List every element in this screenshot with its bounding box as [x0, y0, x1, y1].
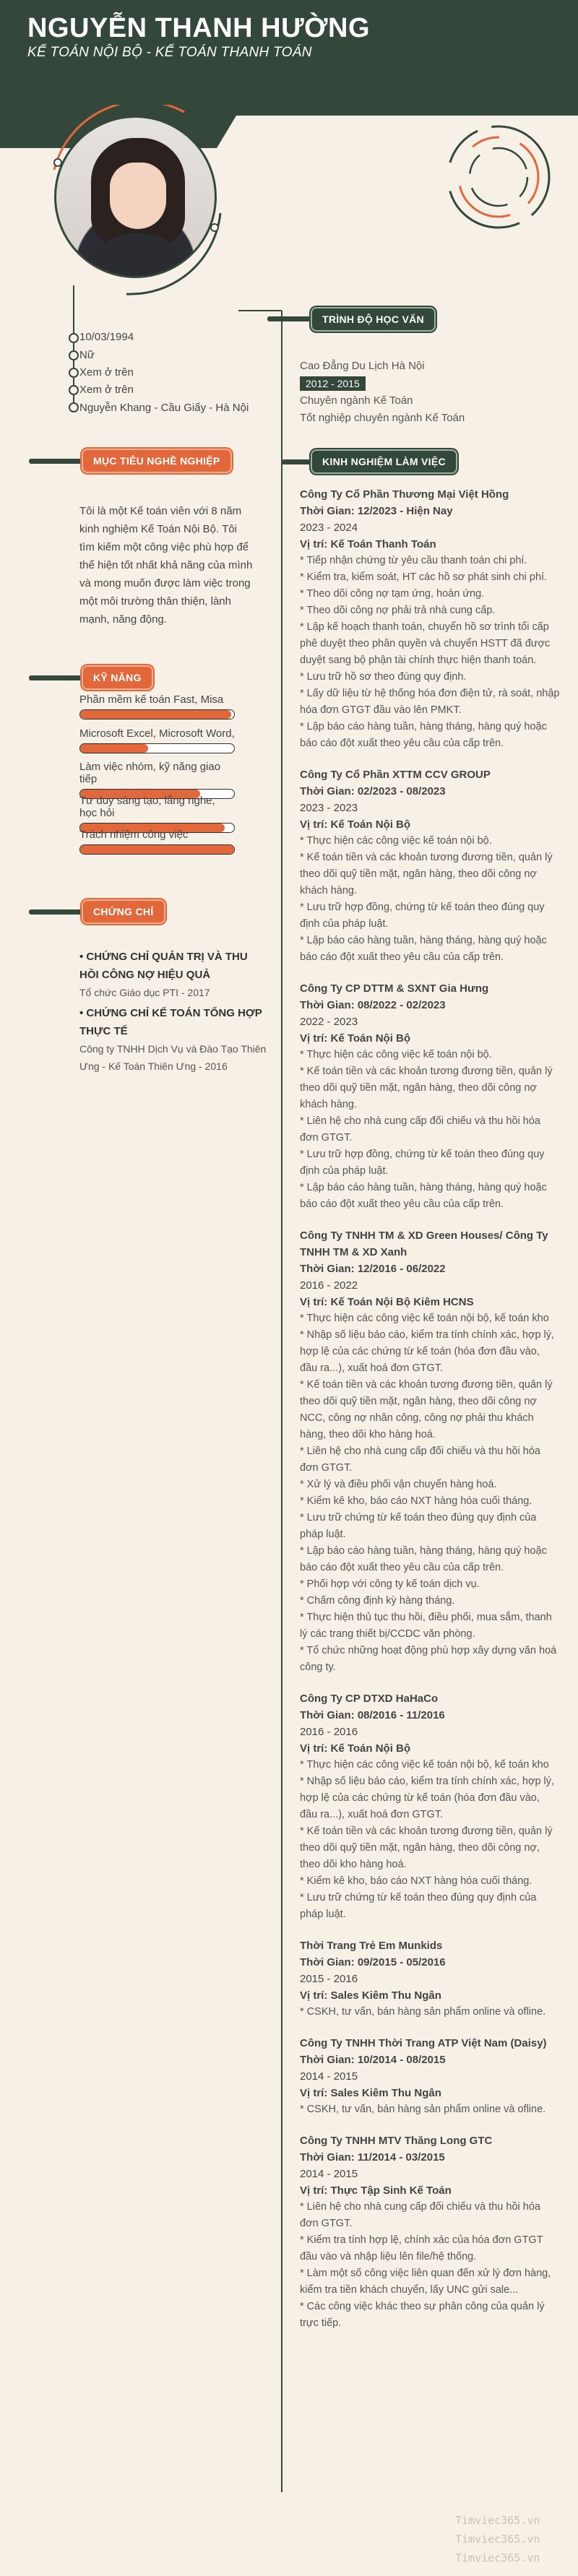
job-company: Thời Trang Trẻ Em Munkids	[300, 1940, 443, 1952]
job-company: Công Ty Cổ Phần XTTM CCV GROUP	[300, 769, 491, 781]
skill-label: Trách nhiệm công việc	[79, 829, 189, 841]
job-duty: * Nhập số liệu báo cáo, kiểm tra tính chính xác, hợp lý, hợp lệ của các chứng từ kế toán (hóa đơn đầu vào, đầu ra...), xuất hoá đơn GTGT.	[300, 1329, 555, 1374]
job-entry	[300, 486, 560, 752]
watermark: Timviec365.vn	[455, 2551, 540, 2564]
job-duty: * Làm một số công việc liên quan đến xử lý đơn hàng, kiểm tra tiền khách chuyển, lấy UNC gửi sale...	[300, 2268, 551, 2296]
job-entry	[300, 2132, 560, 2332]
job-entry	[300, 1227, 560, 1676]
job-duty: * Theo dõi công nợ tạm ứng, hoàn ứng.	[300, 588, 485, 600]
skill-label: Phần mềm kế toán Fast, Misa	[79, 693, 224, 706]
skills-heading: KỸ NĂNG	[82, 665, 153, 690]
gender: Nữ	[79, 349, 95, 361]
job-duty: * Lưu trữ hồ sơ theo đúng quy định.	[300, 671, 467, 683]
job-duty: * Thực hiện các công việc kế toán nội bộ, kế toán kho	[300, 1759, 549, 1771]
job-duty: * Thực hiện các công việc kế toán nội bộ.	[300, 1049, 492, 1060]
job-duty: * Thực hiện các công việc kế toán nội bộ, kế toán kho	[300, 1313, 549, 1324]
skill-item	[79, 829, 235, 855]
job-duty: * Kế toán tiền và các khoản tương đương tiền, quản lý theo dõi quỹ tiền mặt, ngân hàng, theo dõi công nợ khách hàng.	[300, 852, 553, 896]
job-duty: * Lập báo cáo hàng tuần, hàng tháng, hàng quý hoặc báo cáo đột xuất theo yêu cầu của cấp trên.	[300, 1545, 547, 1573]
job-duty: * Theo dõi công nợ phải trả nhà cung cấp.	[300, 605, 496, 616]
job-duty: * Kiểm kê kho, báo cáo NXT hàng hóa cuối tháng.	[300, 1875, 532, 1887]
job-role: Vị trí: Kế Toán Thanh Toán	[300, 538, 436, 550]
job-company: Công Ty TNHH Thời Trang ATP Việt Nam (Daisy)	[300, 2037, 547, 2049]
job-duty: * Lập báo cáo hàng tuần, hàng tháng, hàng quý hoặc báo cáo đột xuất theo yêu cầu của cấp trên.	[300, 935, 547, 963]
skill-item	[79, 693, 235, 719]
job-duty: * Nhập số liệu báo cáo, kiểm tra tính chính xác, hợp lý, hợp lệ của các chứng từ kế toán (hóa đơn đầu vào, đầu ra...), xuất hoá đơn GTGT.	[300, 1776, 555, 1820]
job-duty: * Phối hợp với công ty kế toán dịch vụ.	[300, 1578, 480, 1590]
job-entry	[300, 1937, 560, 2020]
phone: Xem ở trên	[79, 366, 134, 379]
job-duty: * Liên hệ cho nhà cung cấp đối chiếu và thu hồi hóa đơn GTGT.	[300, 1445, 540, 1474]
job-company: Công Ty CP DTTM & SXNT Gia Hưng	[300, 982, 489, 995]
job-time: Thời Gian: 10/2014 - 08/2015	[300, 2054, 446, 2066]
job-role: Vị trí: Kế Toán Nội Bộ Kiêm HCNS	[300, 1296, 474, 1308]
job-entry	[300, 980, 560, 1213]
skill-bar-fill	[80, 845, 234, 854]
education-heading-bar	[267, 316, 311, 321]
address: Nguyễn Khang - Cầu Giấy - Hà Nội	[79, 402, 249, 414]
job-duty: * Lấy dữ liệu từ hệ thống hóa đơn điện tử, rà soát, nhập hóa đơn GTGT đầu vào lên PMKT.	[300, 688, 560, 716]
job-role: Vị trí: Sales Kiêm Thu Ngân	[300, 2087, 441, 2099]
experience-heading: KINH NGHIỆM LÀM VIỆC	[311, 449, 457, 474]
skill-item	[79, 761, 235, 799]
job-years: 2015 - 2016	[300, 1973, 358, 1985]
cert-item	[79, 948, 267, 1001]
job-time: Thời Gian: 02/2023 - 08/2023	[300, 785, 446, 798]
job-duty: * Xử lý và điều phối vận chuyển hàng hoá.	[300, 1479, 497, 1490]
job-role: Vị trí: Thực Tập Sinh Kế Toán	[300, 2184, 452, 2197]
cert-issuer: Tổ chức Giáo dục PTI - 2017	[79, 987, 210, 998]
job-entry	[300, 1690, 560, 1923]
job-entry	[300, 2035, 560, 2118]
job-years: 2023 - 2024	[300, 522, 358, 534]
watermark: Timviec365.vn	[455, 2533, 540, 2546]
email: Xem ở trên	[79, 384, 134, 396]
job-duty: * Tổ chức những hoạt động phù hợp xây dựng văn hoá công ty.	[300, 1645, 557, 1673]
job-years: 2022 - 2023	[300, 1016, 358, 1028]
skill-item	[79, 727, 235, 753]
education-major: Chuyên ngành Kế Toán	[300, 394, 413, 407]
job-duty: * Kế toán tiền và các khoản tương đương tiền, quản lý theo dõi quỹ tiền mặt, ngân hàng, theo dõi công nợ, theo dõi kho hàng hoá.	[300, 1825, 553, 1870]
job-duty: * Liên hệ cho nhà cung cấp đối chiếu và thu hồi hóa đơn GTGT.	[300, 1115, 540, 1144]
skill-bar	[79, 844, 235, 855]
job-duty: * Tiếp nhận chứng từ yêu cầu thanh toán chi phí.	[300, 555, 527, 566]
job-years: 2016 - 2016	[300, 1726, 358, 1738]
job-entry	[300, 766, 560, 966]
job-time: Thời Gian: 12/2023 - Hiện Nay	[300, 505, 453, 517]
job-duty: * Kiểm tra, kiểm soát, HT các hồ sơ phát sinh chi phí.	[300, 571, 548, 583]
job-company: Công Ty TNHH TM & XD Green Houses/ Công Ty TNHH TM & XD Xanh	[300, 1229, 548, 1258]
job-duty: * Lưu trữ hợp đồng, chứng từ kế toán theo đúng quy định của pháp luật.	[300, 1149, 545, 1177]
job-duty: * Lập kế hoạch thanh toán, chuyển hồ sơ trình tổi cấp phê duyệt theo phân quyền và chuyển HSTT đã được duyệt sang bộ phận tài chính thực hiện thanh toán.	[300, 621, 551, 666]
job-role: Vị trí: Kế Toán Nội Bộ	[300, 1032, 411, 1045]
education-school: Cao Đẳng Du Lịch Hà Nội	[300, 360, 425, 372]
job-time: Thời Gian: 11/2014 - 03/2015	[300, 2151, 445, 2164]
job-duty: * Lưu trữ chứng từ kế toán theo đúng quy định của pháp luật.	[300, 1512, 537, 1540]
job-time: Thời Gian: 12/2016 - 06/2022	[300, 1263, 446, 1275]
candidate-title: KẾ TOÁN NỘI BỘ - KẾ TOÁN THANH TOÁN	[27, 45, 312, 60]
job-years: 2016 - 2022	[300, 1279, 358, 1292]
job-duty: * CSKH, tư vấn, bán hàng sản phẩm online và ofline.	[300, 2006, 546, 2018]
job-duty: * Kiểm kê kho, báo cáo NXT hàng hóa cuối tháng.	[300, 1495, 532, 1507]
job-time: Thời Gian: 08/2022 - 02/2023	[300, 999, 446, 1011]
skill-label: Microsoft Excel, Microsoft Word,	[79, 727, 235, 740]
skill-bar	[79, 743, 235, 753]
job-duty: * Kế toán tiền và các khoản tương đương tiền, quản lý theo dõi quỹ tiền mặt, ngân hàng, theo dõi công nợ khách hàng.	[300, 1066, 553, 1110]
job-duty: * Thực hiện các công việc kế toán nội bộ.	[300, 835, 492, 847]
job-company: Công Ty CP DTXD HaHaCo	[300, 1693, 439, 1705]
job-duty: * Kiểm tra tính hợp lệ, chính xác của hóa đơn GTGT đầu vào và nhập liệu lên file/hệ thống.	[300, 2234, 543, 2262]
objective-heading-bar	[29, 459, 83, 464]
certs-heading: CHỨNG CHỈ	[82, 899, 165, 924]
job-duty: * Liên hệ cho nhà cung cấp đối chiếu và thu hồi hóa đơn GTGT.	[300, 2201, 540, 2229]
skill-bar-fill	[80, 744, 148, 753]
skill-bar-fill	[80, 710, 231, 719]
job-duty: * Lưu trữ hợp đồng, chứng từ kế toán theo đúng quy định của pháp luật.	[300, 902, 545, 930]
job-years: 2014 - 2015	[300, 2168, 358, 2180]
cert-title: • CHỨNG CHỈ QUẢN TRỊ VÀ THU HỒI CÔNG NỢ HIỆU QUẢ	[79, 951, 248, 981]
job-duty: * Các công việc khác theo sự phân công của quản lý trực tiếp.	[300, 2301, 545, 2329]
skill-bar	[79, 709, 235, 719]
experience-heading-bar	[282, 459, 311, 464]
job-duty: * Chấm công định kỳ hàng tháng.	[300, 1595, 455, 1607]
education-heading: TRÌNH ĐỘ HỌC VẤN	[311, 307, 436, 332]
job-duty: * Lập báo cáo hàng tuần, hàng tháng, hàng quý hoặc báo cáo đột xuất theo yêu cầu của cấp trên.	[300, 721, 547, 749]
certs-heading-bar	[29, 909, 83, 915]
birthdate: 10/03/1994	[79, 331, 134, 343]
job-role: Vị trí: Sales Kiêm Thu Ngân	[300, 1989, 441, 2002]
cert-title: • CHỨNG CHỈ KẾ TOÁN TỔNG HỢP THỰC TẾ	[79, 1007, 262, 1037]
certs-list	[79, 948, 267, 1078]
job-time: Thời Gian: 08/2016 - 11/2016	[300, 1709, 445, 1721]
education-content	[300, 358, 560, 427]
job-role: Vị trí: Kế Toán Nội Bộ	[300, 1742, 411, 1755]
cert-item	[79, 1004, 267, 1075]
job-duty: * CSKH, tư vấn, bán hàng sản phẩm online và ofline.	[300, 2104, 546, 2115]
cert-issuer: Công ty TNHH Dịch Vụ và Đào Tạo Thiên Ưng - Kế Toán Thiên Ưng - 2016	[79, 1043, 267, 1072]
job-years: 2023 - 2023	[300, 802, 358, 814]
job-duty: * Lập báo cáo hàng tuần, hàng tháng, hàng quý hoặc báo cáo đột xuất theo yêu cầu của cấp trên.	[300, 1182, 547, 1210]
skill-item	[79, 795, 235, 833]
candidate-name: NGUYỄN THANH HƯỜNG	[27, 13, 371, 43]
job-company: Công Ty TNHH MTV Thăng Long GTC	[300, 2135, 493, 2147]
job-company: Công Ty Cổ Phần Thương Mại Việt Hồng	[300, 488, 509, 501]
skill-label: Tư duy sáng tạo, lắng nghe, học hỏi	[79, 795, 215, 819]
job-role: Vị trí: Kế Toán Nội Bộ	[300, 818, 411, 831]
skill-label: Làm việc nhóm, kỹ năng giao tiếp	[79, 761, 221, 785]
job-time: Thời Gian: 09/2015 - 05/2016	[300, 1956, 446, 1968]
experience-list	[300, 486, 560, 2346]
skills-heading-bar	[29, 675, 83, 680]
education-years: 2012 - 2015	[300, 376, 366, 391]
objective-text: Tôi là một Kế toán viên với 8 năm kinh nghiệm Kế Toán Nội Bộ. Tôi tìm kiếm một công việc phù hợp để thể hiện tốt nhất khả năng của mình và mong muốn được làm việc trong một môi trường thân thiện, lành mạnh, năng động.	[79, 505, 253, 626]
job-duty: * Thực hiện thủ tục thu hồi, điều phối, mua sắm, thanh lý các trang thiết bị/CCDC văn phòng.	[300, 1612, 552, 1640]
education-result: Tốt nghiệp chuyên ngành Kế Toán	[300, 412, 465, 424]
objective-heading: MỤC TIÊU NGHỀ NGHIỆP	[82, 449, 232, 473]
job-years: 2014 - 2015	[300, 2070, 358, 2083]
job-duty: * Lưu trữ chứng từ kế toán theo đúng quy định của pháp luật.	[300, 1892, 537, 1920]
job-duty: * Kế toán tiền và các khoản tương đương tiền, quản lý theo dõi quỹ tiền mặt, ngân hàng, theo dõi công nợ NCC, công nợ nhân công, công nợ phải thu khách hàng, theo dõi kho hàng hoá.	[300, 1379, 553, 1440]
watermark: Timviec365.vn	[455, 2514, 540, 2527]
